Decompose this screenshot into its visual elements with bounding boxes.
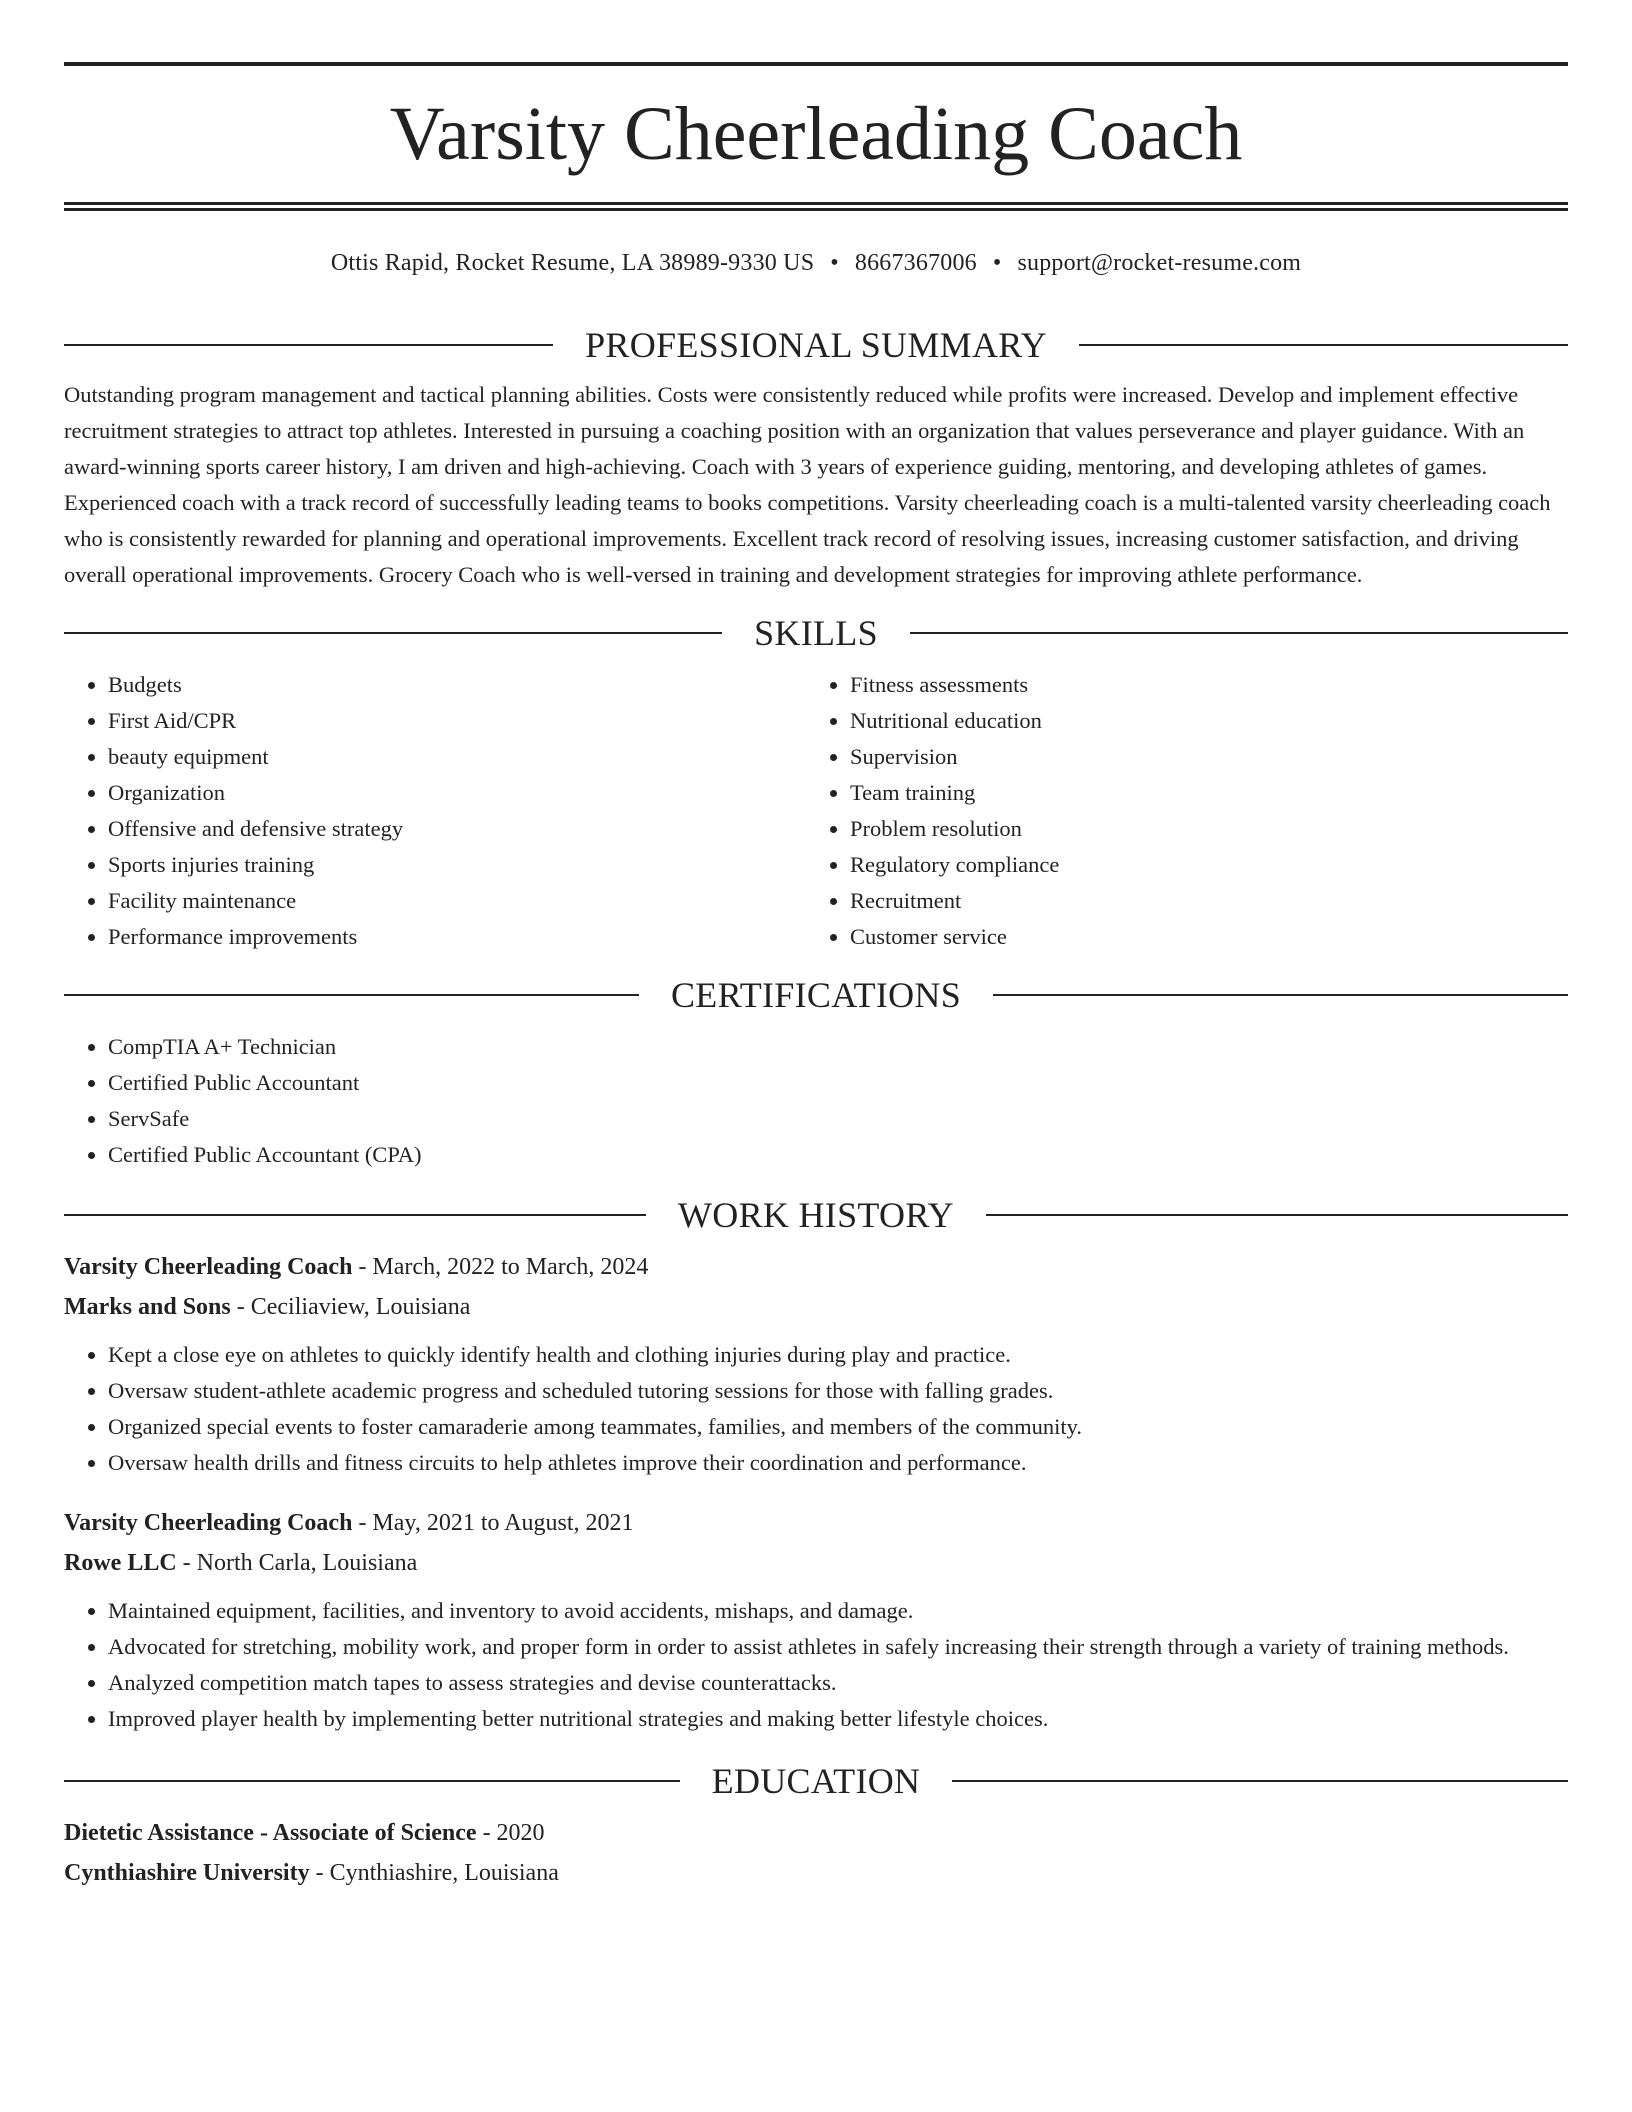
skills-list [64, 667, 1568, 955]
heading-rule [910, 632, 1568, 634]
education-location: - Cynthiashire, Louisiana [309, 1860, 559, 1886]
section-title: EDUCATION [711, 1761, 921, 1801]
section-title: PROFESSIONAL SUMMARY [585, 325, 1047, 365]
skill-item: • Facility maintenance [108, 883, 806, 919]
heading-rule [952, 1780, 1568, 1782]
section-heading-work-history [64, 1197, 1568, 1233]
section-heading-skills [64, 615, 1568, 651]
job-duties-list [64, 1337, 1568, 1481]
job-duty: • Advocated for stretching, mobility work, and proper form in order to assist athletes in safely increasing their strength through a variety of training methods. [108, 1629, 1568, 1665]
skill-item: • First Aid/CPR [108, 703, 806, 739]
heading-rule [64, 1780, 680, 1782]
skill-item: • Sports injuries training [108, 847, 806, 883]
heading-rule [1079, 344, 1568, 346]
section-title: CERTIFICATIONS [670, 975, 962, 1015]
section-heading-summary [64, 327, 1568, 363]
certification-item: • Certified Public Accountant (CPA) [108, 1137, 1568, 1173]
section-title: WORK HISTORY [678, 1195, 954, 1235]
heading-rule [64, 1214, 646, 1216]
skill-item: • Organization [108, 775, 806, 811]
education-school-line [64, 1853, 1568, 1893]
skill-item: • Regulatory compliance [850, 847, 1548, 883]
job-employer-line [64, 1287, 1568, 1327]
education-entry [64, 1813, 1568, 1893]
job-dates: - March, 2022 to March, 2024 [352, 1254, 649, 1280]
contact-separator: • [830, 250, 839, 276]
skill-item: • Recruitment [850, 883, 1548, 919]
skill-item: • Fitness assessments [850, 667, 1548, 703]
contact-phone: 8667367006 [854, 250, 977, 276]
skill-item: • Performance improvements [108, 919, 806, 955]
heading-rule [64, 344, 553, 346]
certification-item: • Certified Public Accountant [108, 1065, 1568, 1101]
job-duties-list [64, 1593, 1568, 1737]
job-title: Varsity Cheerleading Coach [64, 1254, 353, 1280]
job-dates: - May, 2021 to August, 2021 [352, 1510, 634, 1536]
job-title: Varsity Cheerleading Coach [64, 1510, 353, 1536]
contact-address: Ottis Rapid, Rocket Resume, LA 38989-9330 US [330, 250, 815, 276]
heading-rule [64, 994, 639, 996]
heading-rule [64, 632, 722, 634]
section-heading-education [64, 1763, 1568, 1799]
job-duty: • Improved player health by implementing better nutritional strategies and making better lifestyle choices. [108, 1701, 1568, 1737]
job-location: - North Carla, Louisiana [176, 1550, 418, 1576]
job-duty: • Analyzed competition match tapes to assess strategies and devise counterattacks. [108, 1665, 1568, 1701]
job-duty: • Kept a close eye on athletes to quickly identify health and clothing injuries during play and practice. [108, 1337, 1568, 1373]
job-entry [64, 1503, 1568, 1737]
top-rule [64, 62, 1568, 66]
skill-item: • Problem resolution [850, 811, 1548, 847]
certifications-list [64, 1029, 1568, 1173]
job-duty: • Oversaw health drills and fitness circuits to help athletes improve their coordination and performance. [108, 1445, 1568, 1481]
section-title: SKILLS [754, 613, 878, 653]
contact-email: support@rocket-resume.com [1017, 250, 1302, 276]
job-employer: Rowe LLC [64, 1550, 177, 1576]
skill-item: • Supervision [850, 739, 1548, 775]
job-duty: • Organized special events to foster camaraderie among teammates, families, and members of the community. [108, 1409, 1568, 1445]
contact-separator: • [992, 250, 1002, 276]
skill-item: • Budgets [108, 667, 806, 703]
job-duty: • Oversaw student-athlete academic progress and scheduled tutoring sessions for those with falling grades. [108, 1373, 1568, 1409]
certification-item: • ServSafe [108, 1101, 1568, 1137]
skill-item: • Team training [850, 775, 1548, 811]
skill-item: • Customer service [850, 919, 1548, 955]
education-degree-line [64, 1813, 1568, 1853]
job-location: - Ceciliaview, Louisiana [230, 1294, 471, 1320]
resume-title: Varsity Cheerleading Coach [389, 92, 1243, 176]
skills-column-left [64, 667, 806, 955]
heading-rule [993, 994, 1568, 996]
skill-item: • beauty equipment [108, 739, 806, 775]
contact-line [64, 247, 1568, 279]
education-year: - 2020 [476, 1820, 545, 1846]
job-title-line [64, 1247, 1568, 1287]
job-title-line [64, 1503, 1568, 1543]
title-double-rule [64, 202, 1568, 211]
certification-item: • CompTIA A+ Technician [108, 1029, 1568, 1065]
education-school: Cynthiashire University [64, 1860, 310, 1886]
job-entry [64, 1247, 1568, 1481]
job-employer: Marks and Sons [64, 1294, 231, 1320]
education-degree: Dietetic Assistance - Associate of Science [64, 1820, 477, 1846]
heading-rule [986, 1214, 1568, 1216]
section-heading-certifications [64, 977, 1568, 1013]
skill-item: • Offensive and defensive strategy [108, 811, 806, 847]
skills-column-right [806, 667, 1548, 955]
job-duty: • Maintained equipment, facilities, and inventory to avoid accidents, mishaps, and damage. [108, 1593, 1568, 1629]
summary-text: Outstanding program management and tactical planning abilities. Costs were consistently reduced while profits were increased. Develop and implement effective recruitment strategies to attract top athletes. Interested in pursuing a coaching position with an organization that values perseverance and player guidance. With an award-winning sports career history, I am driven and high-achieving. Coach with 3 years of experience guiding, mentoring, and developing athletes of games. Experienced coach with a track record of successfully leading teams to books competitions. Varsity cheerleading coach is a multi-talented varsity cheerleading coach who is consistently rewarded for planning and operational improvements. Excellent track record of resolving issues, increasing customer satisfaction, and driving overall operational improvements. Grocery Coach who is well-versed in training and development strategies for improving athlete performance. [64, 382, 1551, 587]
job-employer-line [64, 1543, 1568, 1583]
skill-item: • Nutritional education [850, 703, 1548, 739]
